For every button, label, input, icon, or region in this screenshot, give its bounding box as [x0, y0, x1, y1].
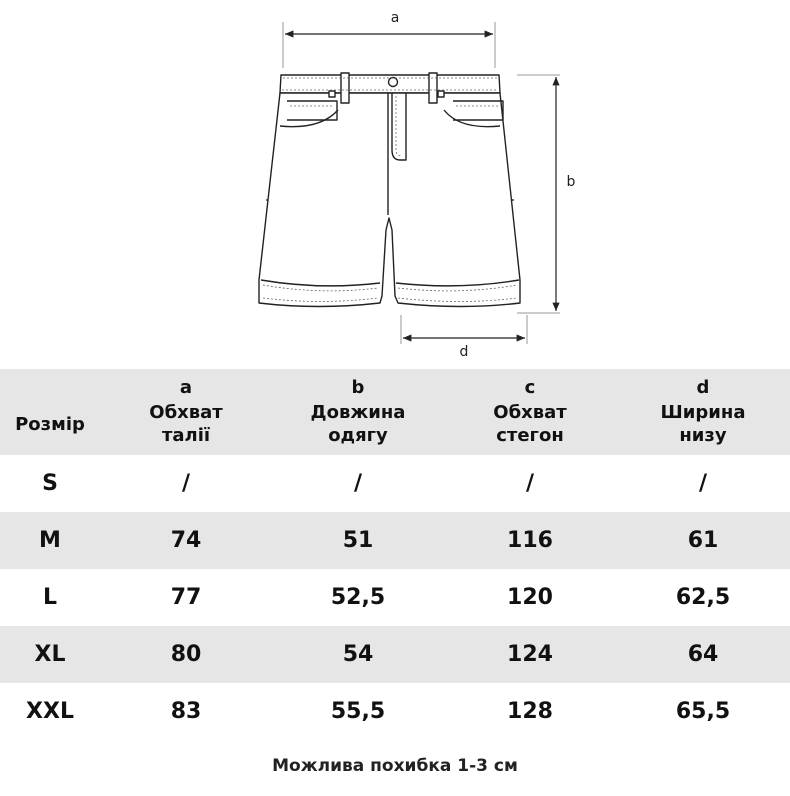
- header-col-c: [444, 377, 616, 448]
- tolerance-note: Можлива похибка 1-3 см: [272, 756, 518, 776]
- header-line1: Ширина: [660, 402, 746, 424]
- value-cell: 55,5: [330, 698, 386, 724]
- value-cell: 74: [170, 527, 202, 553]
- value-cell: 124: [507, 641, 553, 667]
- table-header-row: [0, 369, 790, 455]
- header-line2: талії: [161, 424, 211, 446]
- size-cell: XXL: [26, 698, 74, 724]
- header-col-d: [616, 377, 790, 448]
- value-cell: 52,5: [330, 584, 386, 610]
- header-line1: Обхват: [493, 402, 567, 424]
- value-cell: /: [353, 470, 363, 496]
- measure-b: [517, 75, 576, 313]
- header-letter: b: [351, 376, 365, 398]
- value-cell: 65,5: [675, 698, 731, 724]
- size-table: [0, 369, 790, 740]
- header-col-b: [272, 377, 444, 448]
- header-letter: c: [524, 376, 536, 398]
- value-cell: /: [698, 470, 708, 496]
- table-row: [0, 512, 790, 569]
- table-row: [0, 683, 790, 740]
- label-a: a: [390, 10, 400, 26]
- value-cell: 77: [170, 584, 202, 610]
- table-row: [0, 626, 790, 683]
- value-cell: /: [525, 470, 535, 496]
- value-cell: 61: [687, 527, 719, 553]
- header-line2: низу: [679, 424, 727, 446]
- size-cell: M: [39, 527, 61, 553]
- header-size: Розмір: [15, 413, 85, 435]
- label-b: b: [566, 174, 576, 190]
- shorts-diagram: [0, 0, 790, 365]
- measure-a: [283, 10, 495, 68]
- value-cell: 128: [507, 698, 553, 724]
- value-cell: 51: [342, 527, 374, 553]
- label-d: d: [459, 344, 469, 360]
- value-cell: 83: [170, 698, 202, 724]
- size-cell: XL: [34, 641, 66, 667]
- header-line2: стегон: [496, 424, 564, 446]
- table-row: [0, 455, 790, 512]
- size-cell: L: [42, 584, 58, 610]
- header-col-a: [100, 377, 272, 448]
- shorts-outline: [259, 73, 520, 307]
- value-cell: /: [181, 470, 191, 496]
- value-cell: 120: [507, 584, 553, 610]
- header-line1: Обхват: [149, 402, 223, 424]
- header-line1: Довжина: [310, 402, 406, 424]
- header-letter: a: [179, 376, 193, 398]
- value-cell: 62,5: [675, 584, 731, 610]
- header-line2: одягу: [328, 424, 388, 446]
- value-cell: 54: [342, 641, 374, 667]
- table-row: [0, 569, 790, 626]
- value-cell: 64: [687, 641, 719, 667]
- value-cell: 116: [507, 527, 553, 553]
- value-cell: 80: [170, 641, 202, 667]
- size-cell: S: [42, 470, 58, 496]
- measure-d: [401, 315, 527, 360]
- header-letter: d: [696, 376, 710, 398]
